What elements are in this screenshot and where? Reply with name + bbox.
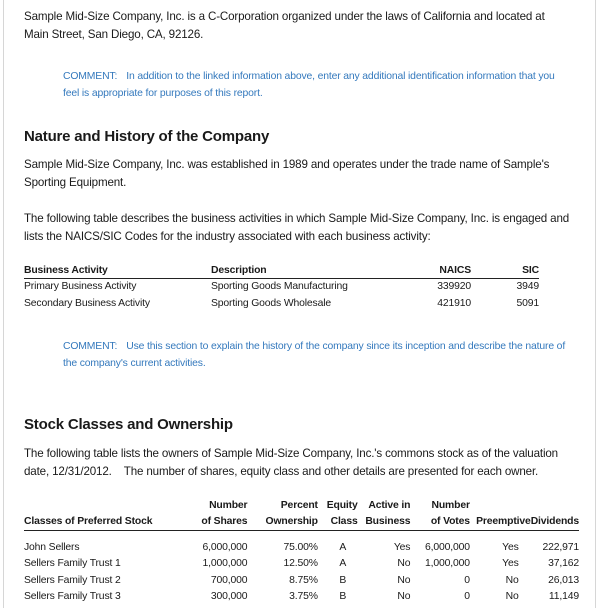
cell-active: No bbox=[397, 558, 411, 569]
table-row bbox=[24, 573, 579, 590]
col-header-top-votes: Number bbox=[431, 500, 470, 511]
stock-ownership-table bbox=[24, 498, 579, 606]
table-row bbox=[24, 556, 579, 573]
cell-owner-name: Sellers Family Trust 1 bbox=[24, 558, 121, 569]
cell-shares: 1,000,000 bbox=[202, 558, 248, 569]
table-row bbox=[24, 296, 539, 313]
cell-dividends: 37,162 bbox=[548, 558, 579, 569]
table-row bbox=[24, 279, 539, 296]
cell-sic: 3949 bbox=[516, 281, 539, 292]
cell-shares: 700,000 bbox=[210, 574, 248, 586]
col-header-top-preemptive bbox=[470, 498, 531, 514]
col-header-business-activity: Business Activity bbox=[24, 264, 211, 279]
cell-votes: 0 bbox=[464, 591, 470, 602]
cell-active: Yes bbox=[393, 541, 411, 553]
cell-owner-name: Sellers Family Trust 2 bbox=[24, 574, 121, 586]
cell-shares: 6,000,000 bbox=[202, 541, 248, 553]
cell-activity: Secondary Business Activity bbox=[24, 297, 150, 309]
col-header-description: Description bbox=[211, 264, 411, 279]
cell-equity-class: A bbox=[339, 558, 347, 569]
stock-intro-paragraph: The following table lists the owners of Sample Mid-Size Company, Inc.'s commons stock as of the valuation date, 12/31/2012. The number of shares, equity class and other details are presented for each owner. bbox=[24, 447, 562, 478]
col-header-classes: Classes of Preferred Stock bbox=[24, 514, 173, 531]
table-header-row-top bbox=[24, 498, 579, 514]
section-heading-stock: Stock Classes and Ownership bbox=[24, 416, 233, 433]
comment-text: In addition to the linked information above, enter any additional identification information that you feel is appropriate for purposes of this report. bbox=[63, 71, 555, 99]
col-header-top-active: Active in bbox=[368, 500, 411, 511]
col-header-top-percent: Percent bbox=[280, 500, 318, 511]
cell-naics: 421910 bbox=[437, 297, 471, 309]
table-row bbox=[24, 540, 579, 557]
col-header-top-equity: Equity bbox=[326, 500, 358, 511]
col-header-active: Business bbox=[358, 514, 411, 531]
cell-description: Sporting Goods Manufacturing bbox=[211, 281, 348, 292]
comment-label: COMMENT: bbox=[63, 71, 118, 82]
cell-equity-class: A bbox=[339, 541, 347, 553]
cell-sic: 5091 bbox=[516, 297, 539, 309]
col-header-percent: Ownership bbox=[247, 514, 317, 531]
cell-dividends: 222,971 bbox=[542, 541, 579, 553]
col-header-preemptive: Preemptive bbox=[470, 514, 531, 531]
col-header-top-blank bbox=[24, 498, 173, 514]
comment-text: Use this section to explain the history of the company since its inception and describe the nature of the company's current activities. bbox=[63, 341, 566, 369]
cell-active: No bbox=[397, 591, 411, 602]
cell-percent: 75.00% bbox=[283, 541, 318, 553]
cell-owner-name: Sellers Family Trust 3 bbox=[24, 591, 121, 602]
col-header-equity-class: Class bbox=[318, 514, 358, 531]
cell-equity-class: B bbox=[339, 574, 347, 586]
cell-description: Sporting Goods Wholesale bbox=[211, 297, 332, 309]
cell-owner-name: John Sellers bbox=[24, 541, 80, 553]
comment-label: COMMENT: bbox=[63, 341, 118, 352]
cell-equity-class: B bbox=[339, 591, 347, 602]
cell-dividends: 26,013 bbox=[548, 574, 579, 586]
cell-votes: 0 bbox=[464, 574, 470, 586]
cell-active: No bbox=[397, 574, 411, 586]
table-header-row bbox=[24, 264, 539, 279]
cell-preemptive: Yes bbox=[502, 541, 519, 553]
col-header-shares: of Shares bbox=[173, 514, 247, 531]
col-header-sic: SIC bbox=[471, 264, 539, 279]
col-header-top-shares: Number bbox=[209, 500, 248, 511]
intro-paragraph: Sample Mid-Size Company, Inc. is a C-Corporation organized under the laws of California and located at Main Street, San Diego, CA, 92126. bbox=[24, 10, 545, 41]
cell-preemptive: Yes bbox=[502, 558, 519, 569]
col-header-top-dividends bbox=[531, 498, 579, 514]
cell-votes: 6,000,000 bbox=[424, 541, 470, 553]
comment-identification bbox=[24, 68, 573, 102]
col-header-naics: NAICS bbox=[411, 264, 471, 279]
cell-preemptive: No bbox=[505, 591, 519, 602]
cell-votes: 1,000,000 bbox=[424, 558, 470, 569]
cell-percent: 8.75% bbox=[289, 574, 318, 586]
table-header-row bbox=[24, 514, 579, 531]
cell-preemptive: No bbox=[505, 574, 519, 586]
col-header-dividends: Dividends bbox=[531, 514, 579, 531]
cell-percent: 12.50% bbox=[283, 558, 318, 569]
cell-dividends: 11,149 bbox=[548, 591, 579, 602]
cell-percent: 3.75% bbox=[289, 591, 318, 602]
document-page bbox=[3, 0, 596, 608]
activity-intro-paragraph: The following table describes the business activities in which Sample Mid-Size Company, Inc. is engaged and lists the NAICS/SIC Codes for the industry associated with each business activity: bbox=[24, 212, 570, 243]
section-heading-nature: Nature and History of the Company bbox=[24, 128, 270, 145]
nature-paragraph: Sample Mid-Size Company, Inc. was established in 1989 and operates under the trade name of Sample's Sporting Equipment. bbox=[24, 158, 550, 189]
comment-history bbox=[24, 338, 573, 372]
col-header-votes: of Votes bbox=[410, 514, 470, 531]
cell-shares: 300,000 bbox=[210, 591, 248, 602]
cell-activity: Primary Business Activity bbox=[24, 281, 137, 292]
table-row bbox=[24, 589, 579, 606]
cell-naics: 339920 bbox=[437, 281, 471, 292]
business-activity-table bbox=[24, 264, 539, 312]
